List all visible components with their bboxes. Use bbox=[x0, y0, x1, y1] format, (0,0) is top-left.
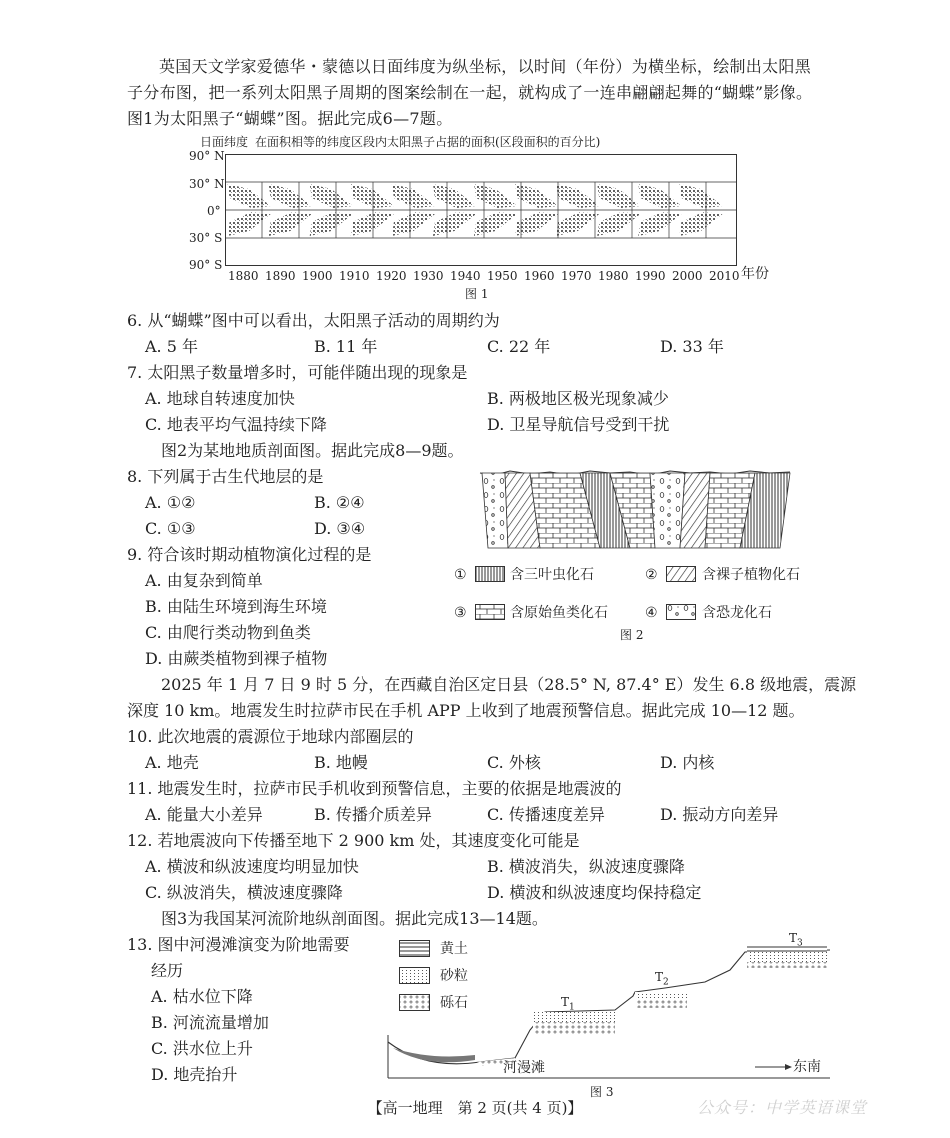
legend-num-4: ④ bbox=[645, 605, 658, 621]
legend-sand: 砂粒 bbox=[440, 968, 468, 984]
terrace-t1-letter: T bbox=[561, 995, 570, 1009]
fig1-ytick-30n: 30° N bbox=[189, 177, 225, 191]
terrace-t2-letter: T bbox=[655, 970, 664, 984]
fig1-caption: 图 1 bbox=[465, 287, 489, 301]
fig1-xtick: 1880 bbox=[228, 269, 259, 283]
fig1-xtick: 1900 bbox=[302, 269, 333, 283]
butterfly-wing-north bbox=[392, 184, 435, 208]
butterfly-wing-north bbox=[638, 184, 681, 208]
q10-option-d[interactable]: D. 内核 bbox=[660, 753, 715, 772]
legend-loess: 黄土 bbox=[440, 941, 468, 957]
q12-option-b[interactable]: B. 横波消失，纵波速度骤降 bbox=[487, 857, 685, 876]
terrace-t3-label bbox=[789, 928, 803, 953]
floodplain-label: 河漫滩 bbox=[503, 1060, 545, 1076]
butterfly-wing-north bbox=[228, 184, 271, 208]
butterfly-wing-south bbox=[597, 212, 640, 236]
q9-option-c[interactable]: C. 由爬行类动物到鱼类 bbox=[145, 623, 311, 642]
figure-1-butterfly-diagram bbox=[189, 132, 780, 302]
fig1-xtick: 2000 bbox=[672, 269, 703, 283]
intro-earthquake-line2: 深度 10 km。地震发生时拉萨市民在手机 APP 上收到了地震预警信息。据此完成 10—12 题。 bbox=[127, 701, 805, 720]
q13-option-d[interactable]: D. 地壳抬升 bbox=[151, 1065, 238, 1084]
fig1-xtick: 1990 bbox=[635, 269, 666, 283]
q10-option-b[interactable]: B. 地幔 bbox=[314, 753, 368, 772]
fig1-title: 在面积相等的纬度区段内太阳黑子占据的面积(区段面积的百分比) bbox=[255, 135, 601, 149]
fig1-xtick: 1920 bbox=[376, 269, 407, 283]
q8-option-b[interactable]: B. ②④ bbox=[314, 493, 365, 512]
butterfly-wing-north bbox=[474, 184, 517, 208]
q13-option-a[interactable]: A. 枯水位下降 bbox=[151, 987, 253, 1006]
fig1-xtick: 1970 bbox=[561, 269, 592, 283]
q7-option-b[interactable]: B. 两极地区极光现象减少 bbox=[487, 389, 669, 408]
question-7-stem: 7. 太阳黑子数量增多时，可能伴随出现的现象是 bbox=[127, 363, 468, 382]
fig1-xtick: 1890 bbox=[265, 269, 296, 283]
butterfly-wing-south bbox=[392, 212, 435, 236]
q10-option-a[interactable]: A. 地壳 bbox=[145, 753, 199, 772]
direction-label: 东南 bbox=[793, 1059, 821, 1075]
butterfly-wing-north bbox=[556, 184, 599, 208]
q11-option-c[interactable]: C. 传播速度差异 bbox=[487, 805, 605, 824]
q12-option-d[interactable]: D. 横波和纵波速度均保持稳定 bbox=[487, 883, 702, 902]
q10-option-c[interactable]: C. 外核 bbox=[487, 753, 541, 772]
terrace-t3-sub: 3 bbox=[797, 938, 803, 949]
butterfly-wing-north bbox=[269, 184, 312, 208]
fig1-xunit: 年份 bbox=[741, 266, 769, 282]
butterfly-wing-north bbox=[310, 184, 353, 208]
q6-option-d[interactable]: D. 33 年 bbox=[660, 337, 724, 356]
terrace-t2-label bbox=[655, 967, 669, 992]
q7-option-c[interactable]: C. 地表平均气温持续下降 bbox=[145, 415, 327, 434]
legend-num-1: ① bbox=[454, 567, 467, 583]
q11-option-b[interactable]: B. 传播介质差异 bbox=[314, 805, 432, 824]
butterfly-wing-north bbox=[351, 184, 394, 208]
legend-num-2: ② bbox=[645, 567, 658, 583]
fig1-x-axis bbox=[225, 266, 785, 284]
fig1-xtick: 1930 bbox=[413, 269, 444, 283]
fig1-ytick-90s: 90° S bbox=[189, 258, 223, 272]
butterfly-wing-south bbox=[310, 212, 353, 236]
q6-option-c[interactable]: C. 22 年 bbox=[487, 337, 551, 356]
q9-option-a[interactable]: A. 由复杂到简单 bbox=[145, 571, 263, 590]
butterfly-wing-north bbox=[515, 184, 558, 208]
figure-3-river-terrace bbox=[385, 930, 835, 1100]
question-10-stem: 10. 此次地震的震源位于地球内部圈层的 bbox=[127, 727, 414, 746]
legend-swatch-trilobite bbox=[475, 566, 505, 582]
fig1-ytick-30s: 30° S bbox=[189, 231, 223, 245]
butterfly-wing-south bbox=[269, 212, 312, 236]
question-12-stem: 12. 若地震波向下传播至地下 2 900 km 处，其速度变化可能是 bbox=[127, 831, 580, 850]
q12-option-a[interactable]: A. 横波和纵波速度均明显加快 bbox=[145, 857, 359, 876]
legend-label-1: 含三叶虫化石 bbox=[510, 567, 594, 583]
q13-option-b[interactable]: B. 河流流量增加 bbox=[151, 1013, 269, 1032]
q7-option-a[interactable]: A. 地球自转速度加快 bbox=[145, 389, 295, 408]
legend-gravel: 砾石 bbox=[440, 995, 468, 1011]
butterfly-wing-north bbox=[433, 184, 476, 208]
butterfly-wing-north bbox=[597, 184, 640, 208]
intro-earthquake-line1: 2025 年 1 月 7 日 9 时 5 分，在西藏自治区定日县（28.5° N, 87.4° E）发生 6.8 级地震，震源 bbox=[161, 675, 857, 694]
legend-label-4: 含恐龙化石 bbox=[702, 605, 772, 621]
question-6-stem: 6. 从“蝴蝶”图中可以看出，太阳黑子活动的周期约为 bbox=[127, 311, 500, 330]
butterfly-wing-south bbox=[556, 212, 599, 236]
q7-option-d[interactable]: D. 卫星导航信号受到干扰 bbox=[487, 415, 670, 434]
butterfly-wing-south bbox=[638, 212, 681, 236]
terrace-t1-sub: 1 bbox=[569, 1002, 575, 1013]
fig3-caption: 图 3 bbox=[590, 1085, 614, 1099]
page-footer: 【高一地理 第 2 页(共 4 页)】 bbox=[367, 1099, 583, 1117]
q6-option-b[interactable]: B. 11 年 bbox=[314, 337, 378, 356]
q12-option-c[interactable]: C. 纵波消失，横波速度骤降 bbox=[145, 883, 343, 902]
butterfly-wing-south bbox=[433, 212, 476, 236]
question-13-stem: 13. 图中河漫滩演变为阶地需要 bbox=[127, 935, 350, 954]
fig1-xtick: 2010 bbox=[709, 269, 740, 283]
terrace-t3-letter: T bbox=[789, 931, 798, 945]
legend-swatch-dinosaur bbox=[666, 604, 696, 620]
legend-label-3: 含原始鱼类化石 bbox=[510, 605, 608, 621]
q11-option-a[interactable]: A. 能量大小差异 bbox=[145, 805, 263, 824]
legend-label-2: 含裸子植物化石 bbox=[702, 567, 800, 583]
fig1-xtick: 1960 bbox=[524, 269, 555, 283]
q9-option-d[interactable]: D. 由蕨类植物到裸子植物 bbox=[145, 649, 328, 668]
fig1-ytick-0: 0° bbox=[207, 204, 221, 218]
question-13-stem-cont: 经历 bbox=[151, 961, 184, 980]
butterfly-wing-south bbox=[351, 212, 394, 236]
fig1-xtick: 1940 bbox=[450, 269, 481, 283]
q9-option-b[interactable]: B. 由陆生环境到海生环境 bbox=[145, 597, 327, 616]
intro-paragraph-sunspot: 英国天文学家爱德华・蒙德以日面纬度为纵坐标，以时间（年份）为横坐标，绘制出太阳黑子分布图，把一系列太阳黑子周期的图案绘制在一起，就构成了一连串翩翩起舞的“蝴蝶”影像。图1为太阳黑子“蝴蝶”图。据此完成6—7题。 bbox=[127, 57, 813, 128]
butterfly-wing-south bbox=[515, 212, 558, 236]
q11-option-d[interactable]: D. 振动方向差异 bbox=[660, 805, 779, 824]
geologic-section-drawing bbox=[450, 463, 830, 558]
fig1-ytick-90n: 90° N bbox=[189, 149, 225, 163]
intro-figure-3: 图3为我国某河流阶地纵剖面图。据此完成13—14题。 bbox=[161, 909, 548, 928]
q6-option-a[interactable]: A. 5 年 bbox=[145, 337, 198, 356]
legend-swatch-fish bbox=[475, 604, 505, 620]
terrace-t2-sub: 2 bbox=[663, 977, 669, 988]
q13-option-c[interactable]: C. 洪水位上升 bbox=[151, 1039, 253, 1058]
intro-figure-2: 图2为某地地质剖面图。据此完成8—9题。 bbox=[161, 441, 464, 460]
butterfly-wing-south bbox=[474, 212, 517, 236]
fig1-xtick: 1980 bbox=[598, 269, 629, 283]
fig1-xtick: 1910 bbox=[339, 269, 370, 283]
butterfly-plot bbox=[225, 154, 737, 266]
butterfly-wing-south bbox=[679, 212, 722, 236]
legend-swatch-gymnosperm bbox=[666, 566, 696, 582]
q8-option-c[interactable]: C. ①③ bbox=[145, 519, 196, 538]
fig1-xtick: 1950 bbox=[487, 269, 518, 283]
fig2-caption: 图 2 bbox=[620, 628, 644, 642]
butterfly-wing-north bbox=[679, 184, 722, 208]
q8-option-d[interactable]: D. ③④ bbox=[314, 519, 366, 538]
figure-2-geologic-section bbox=[450, 463, 830, 643]
fig1-ylabel: 日面纬度 bbox=[200, 135, 249, 149]
watermark: 公众号：中学英语课堂 bbox=[697, 1098, 868, 1117]
question-9-stem: 9. 符合该时期动植物演化过程的是 bbox=[127, 545, 372, 564]
q8-option-a[interactable]: A. ①② bbox=[145, 493, 196, 512]
legend-num-3: ③ bbox=[454, 605, 467, 621]
question-8-stem: 8. 下列属于古生代地层的是 bbox=[127, 467, 324, 486]
terrace-t1-label bbox=[561, 992, 575, 1017]
butterfly-wing-south bbox=[228, 212, 271, 236]
question-11-stem: 11. 地震发生时，拉萨市民手机收到预警信息，主要的依据是地震波的 bbox=[127, 779, 622, 798]
